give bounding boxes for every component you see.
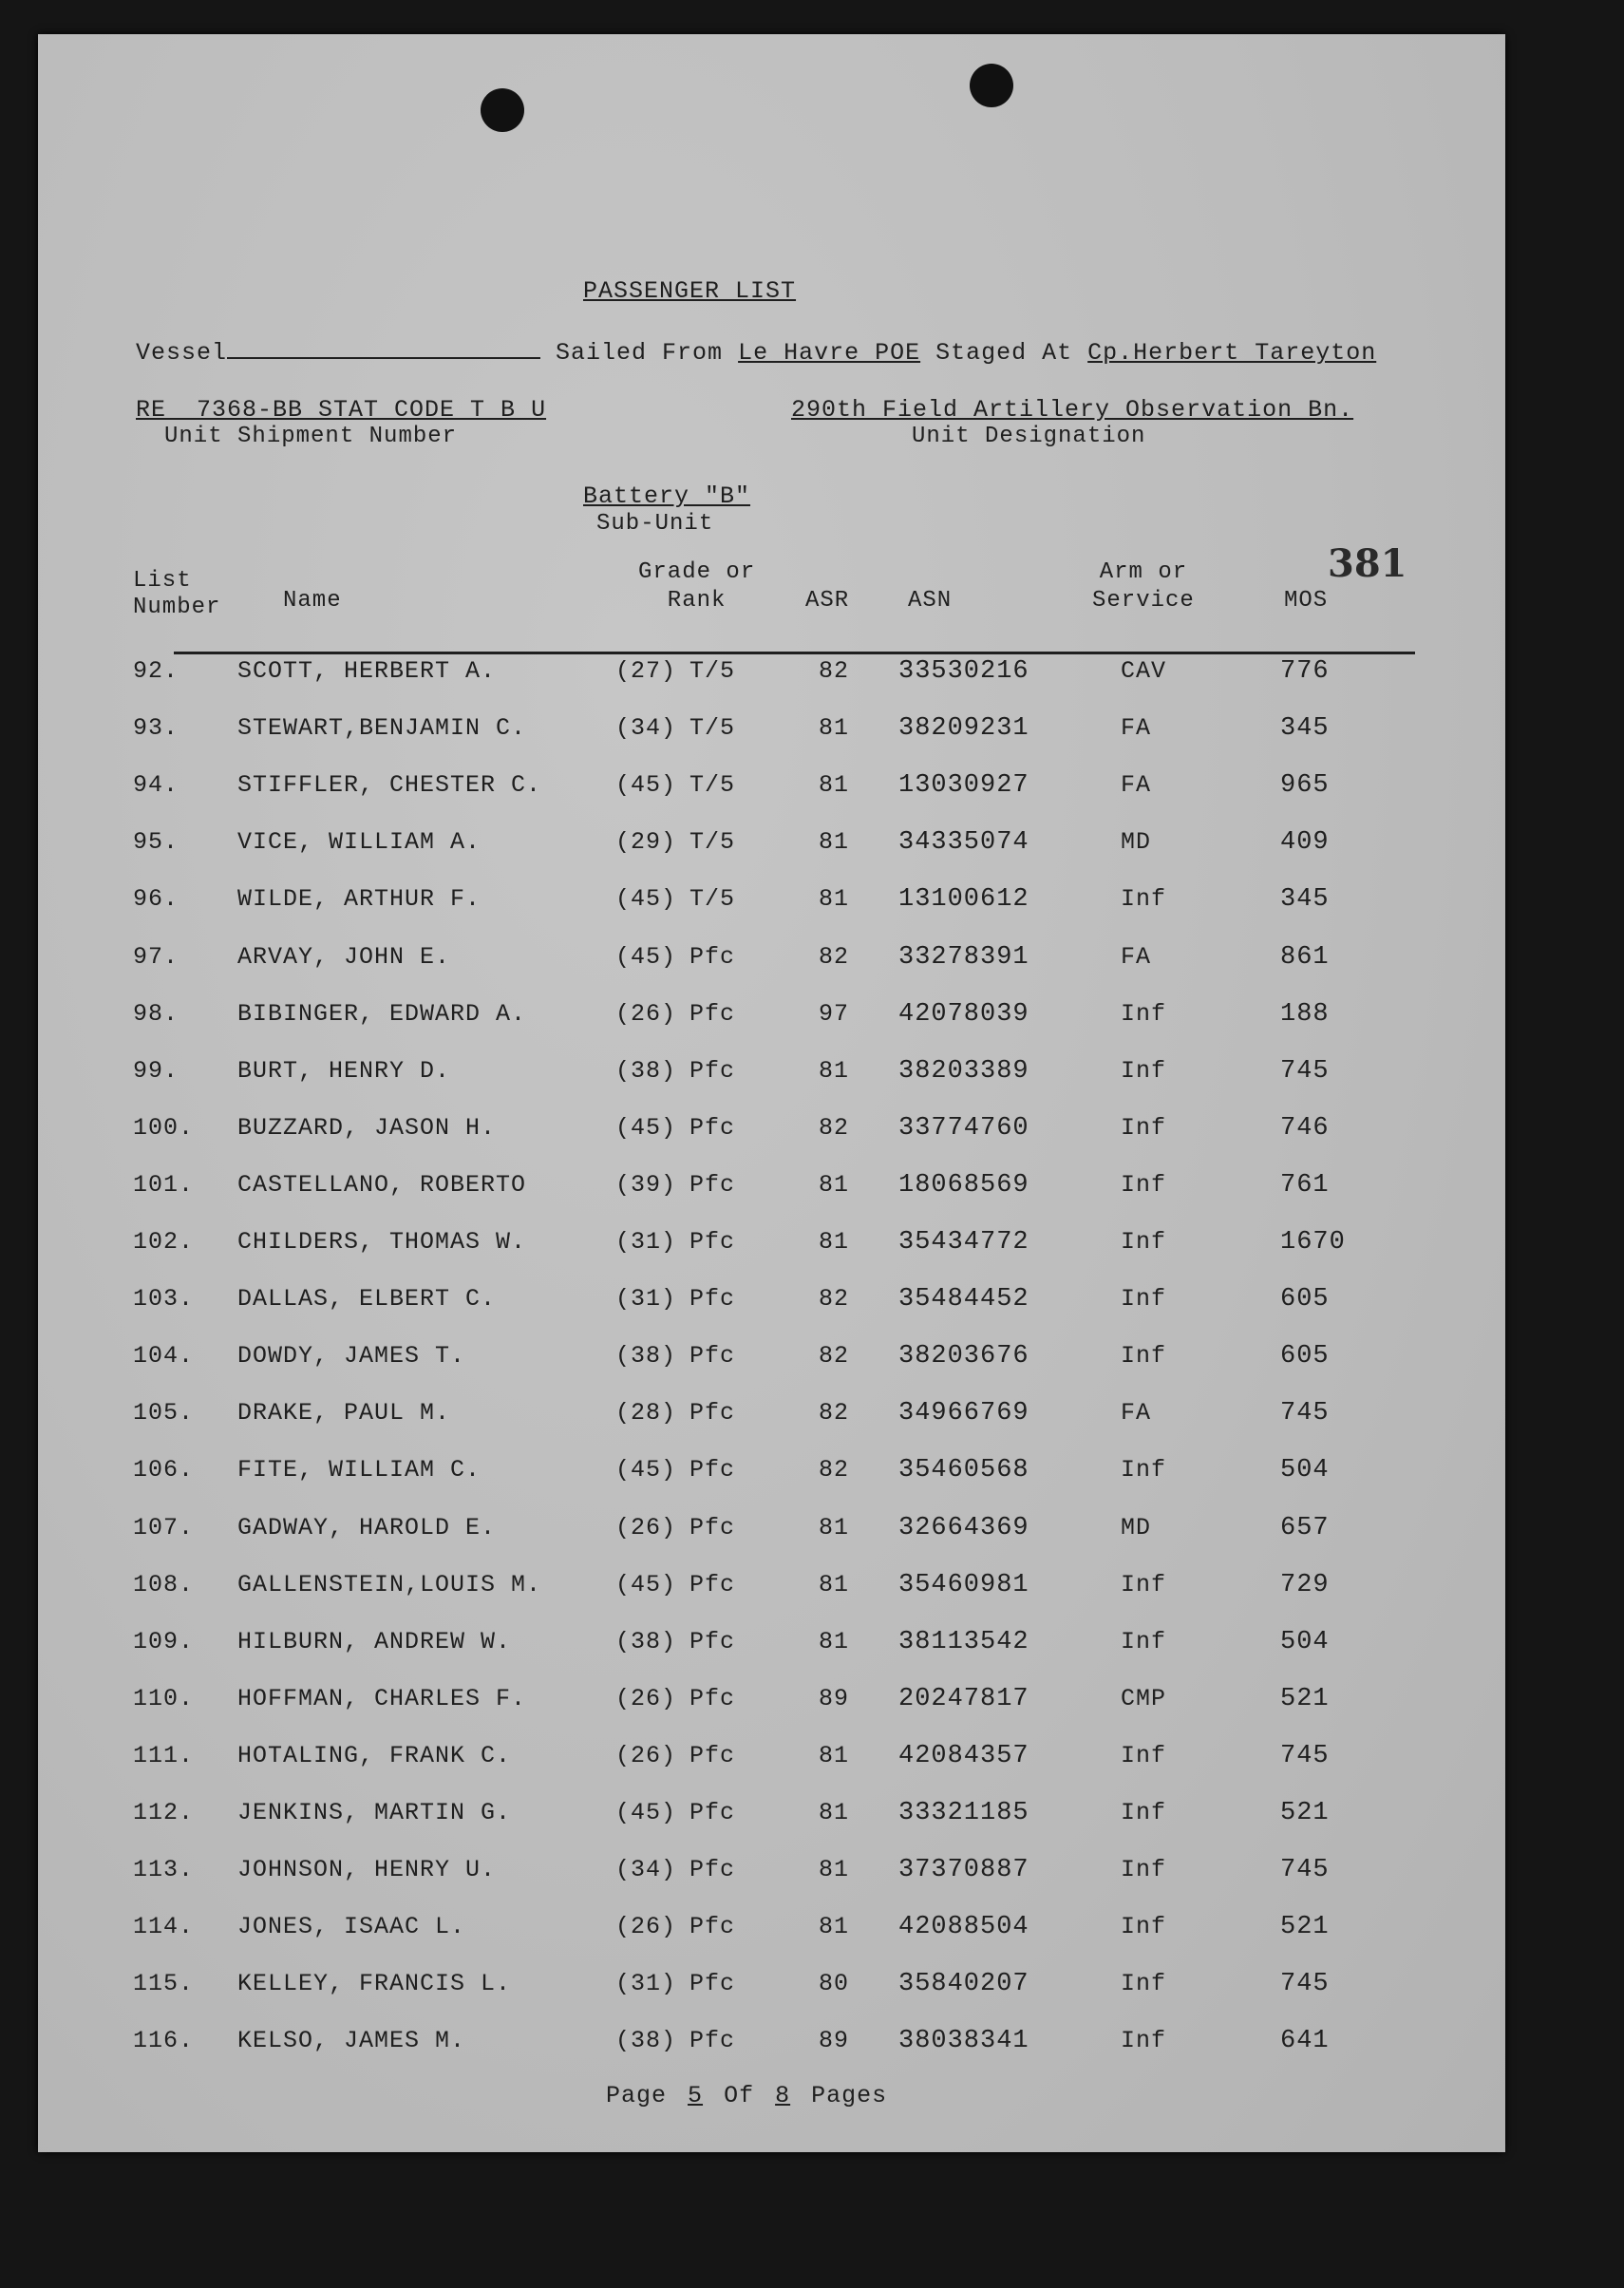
sailed-from-label: Sailed From (556, 339, 724, 367)
asr-score: 97 (819, 999, 850, 1028)
age: (45) (615, 1570, 677, 1598)
arm-service: Inf (1121, 1056, 1167, 1085)
table-row (38, 2027, 1505, 2063)
grade-rank: T/5 (689, 828, 736, 857)
grade-rank: Pfc (689, 1228, 736, 1256)
grade-rank: Pfc (689, 1399, 736, 1428)
passenger-name: WILDE, ARTHUR F. (237, 885, 482, 914)
passenger-name: ARVAY, JOHN E. (237, 942, 451, 971)
passenger-name: BURT, HENRY D. (237, 1056, 451, 1085)
army-serial-number: 38203676 (898, 1342, 1029, 1371)
col-header-list-number: List Number (133, 568, 221, 620)
mos-code: 745 (1280, 1856, 1330, 1885)
total-pages: 8 (775, 2082, 791, 2109)
age: (45) (615, 885, 677, 914)
arm-service: Inf (1121, 1113, 1167, 1142)
mos-code: 504 (1280, 1627, 1330, 1656)
army-serial-number: 35460568 (898, 1456, 1029, 1485)
punch-hole-right (970, 64, 1013, 107)
list-number: 111. (133, 1741, 195, 1769)
asr-score: 81 (819, 714, 850, 743)
mos-code: 745 (1280, 1970, 1330, 1999)
age: (26) (615, 999, 677, 1028)
mos-code: 345 (1280, 714, 1330, 744)
army-serial-number: 38038341 (898, 2027, 1029, 2056)
grade-rank: Pfc (689, 1170, 736, 1199)
mos-code: 729 (1280, 1570, 1330, 1599)
col-header-name: Name (283, 588, 342, 614)
mos-code: 1670 (1280, 1228, 1346, 1257)
passenger-name: DOWDY, JAMES T. (237, 1342, 466, 1371)
grade-rank: T/5 (689, 771, 736, 800)
army-serial-number: 34335074 (898, 828, 1029, 858)
list-number: 95. (133, 828, 179, 857)
grade-rank: Pfc (689, 1113, 736, 1142)
vessel-blank (227, 338, 540, 359)
grade-rank: Pfc (689, 1684, 736, 1712)
age: (26) (615, 1684, 677, 1712)
list-number: 108. (133, 1570, 195, 1598)
document-title: PASSENGER LIST (583, 277, 797, 305)
arm-service: Inf (1121, 1342, 1167, 1371)
list-number: 110. (133, 1684, 195, 1712)
list-number: 96. (133, 885, 179, 914)
grade-rank: Pfc (689, 1456, 736, 1484)
table-row (38, 1057, 1505, 1093)
list-number: 92. (133, 657, 179, 685)
unit-designation: 290th Field Artillery Observation Bn. (791, 396, 1354, 424)
passenger-name: HILBURN, ANDREW W. (237, 1627, 512, 1655)
arm-service: Inf (1121, 1856, 1167, 1884)
army-serial-number: 13030927 (898, 771, 1029, 801)
table-row (38, 1171, 1505, 1207)
mos-code: 746 (1280, 1113, 1330, 1143)
asr-score: 82 (819, 1285, 850, 1314)
grade-rank: T/5 (689, 885, 736, 914)
arm-service: Inf (1121, 885, 1167, 914)
table-row (38, 1514, 1505, 1550)
passenger-name: JOHNSON, HENRY U. (237, 1856, 497, 1884)
asr-score: 81 (819, 1056, 850, 1085)
age: (45) (615, 1456, 677, 1484)
arm-service: Inf (1121, 1627, 1167, 1655)
mos-code: 345 (1280, 885, 1330, 915)
list-number: 98. (133, 999, 179, 1028)
mos-code: 605 (1280, 1285, 1330, 1314)
unit-designation-caption: Unit Designation (912, 424, 1146, 449)
grade-rank: T/5 (689, 714, 736, 743)
page-footer (606, 2082, 887, 2109)
age: (31) (615, 1285, 677, 1314)
army-serial-number: 35434772 (898, 1228, 1029, 1257)
passenger-name: CHILDERS, THOMAS W. (237, 1228, 527, 1256)
list-number: 94. (133, 771, 179, 800)
mos-code: 745 (1280, 1741, 1330, 1770)
passenger-name: FITE, WILLIAM C. (237, 1456, 482, 1484)
list-number: 102. (133, 1228, 195, 1256)
grade-rank: Pfc (689, 1913, 736, 1941)
age: (39) (615, 1170, 677, 1199)
passenger-name: SCOTT, HERBERT A. (237, 657, 497, 685)
col-header-mos: MOS (1284, 588, 1329, 614)
staged-at-label: Staged At (935, 339, 1073, 367)
mos-code: 521 (1280, 1684, 1330, 1713)
table-row (38, 1399, 1505, 1435)
table-row (38, 1628, 1505, 1664)
arm-service: Inf (1121, 2027, 1167, 2055)
arm-service: Inf (1121, 1570, 1167, 1598)
list-number: 107. (133, 1513, 195, 1541)
age: (38) (615, 1342, 677, 1371)
table-row (38, 1285, 1505, 1321)
passenger-name: KELLEY, FRANCIS L. (237, 1970, 512, 1998)
age: (45) (615, 771, 677, 800)
list-number: 114. (133, 1913, 195, 1941)
passenger-name: DRAKE, PAUL M. (237, 1399, 451, 1428)
unit-shipment-number: RE 7368-BB STAT CODE T B U (136, 396, 547, 424)
army-serial-number: 13100612 (898, 885, 1029, 915)
table-row (38, 1114, 1505, 1150)
grade-rank: Pfc (689, 999, 736, 1028)
asr-score: 81 (819, 1799, 850, 1826)
mos-code: 761 (1280, 1170, 1330, 1200)
age: (26) (615, 1741, 677, 1769)
grade-rank: Pfc (689, 1513, 736, 1541)
mos-code: 657 (1280, 1513, 1330, 1542)
arm-service: Inf (1121, 1456, 1167, 1484)
army-serial-number: 42084357 (898, 1741, 1029, 1770)
asr-score: 82 (819, 942, 850, 971)
list-number: 105. (133, 1399, 195, 1428)
list-number: 103. (133, 1285, 195, 1314)
asr-score: 81 (819, 1570, 850, 1598)
col-header-asn: ASN (908, 588, 953, 614)
table-row (38, 1000, 1505, 1036)
table-row (38, 1799, 1505, 1835)
mos-code: 641 (1280, 2027, 1330, 2056)
asr-score: 81 (819, 1913, 850, 1941)
age: (38) (615, 1627, 677, 1655)
passenger-name: BIBINGER, EDWARD A. (237, 999, 527, 1028)
arm-service: CAV (1121, 657, 1167, 685)
grade-rank: Pfc (689, 942, 736, 971)
army-serial-number: 35840207 (898, 1970, 1029, 1999)
vessel-line (136, 338, 1376, 367)
asr-score: 82 (819, 1456, 850, 1484)
mos-code: 409 (1280, 828, 1330, 858)
age: (31) (615, 1228, 677, 1256)
grade-rank: Pfc (689, 1570, 736, 1598)
table-row (38, 1742, 1505, 1778)
arm-service: Inf (1121, 1913, 1167, 1941)
list-number: 116. (133, 2027, 195, 2055)
mos-code: 861 (1280, 942, 1330, 972)
mos-code: 605 (1280, 1342, 1330, 1371)
mos-code: 745 (1280, 1399, 1330, 1428)
age: (34) (615, 1856, 677, 1884)
passenger-name: CASTELLANO, ROBERTO (237, 1170, 527, 1199)
list-number: 106. (133, 1456, 195, 1484)
arm-service: Inf (1121, 1170, 1167, 1199)
army-serial-number: 37370887 (898, 1856, 1029, 1885)
arm-service: MD (1121, 1513, 1152, 1541)
sub-unit-caption: Sub-Unit (596, 511, 714, 537)
passenger-name: JENKINS, MARTIN G. (237, 1799, 512, 1826)
list-number: 97. (133, 942, 179, 971)
army-serial-number: 20247817 (898, 1684, 1029, 1713)
passenger-name: GALLENSTEIN,LOUIS M. (237, 1570, 542, 1598)
mos-code: 521 (1280, 1799, 1330, 1827)
passenger-name: BUZZARD, JASON H. (237, 1113, 497, 1142)
col-header-asr: ASR (805, 588, 850, 614)
army-serial-number: 42088504 (898, 1913, 1029, 1942)
army-serial-number: 42078039 (898, 999, 1029, 1029)
page-label: Page (606, 2082, 668, 2109)
list-number: 101. (133, 1170, 195, 1199)
page-number: 5 (688, 2082, 704, 2109)
list-number: 99. (133, 1056, 179, 1085)
unit-shipment-caption: Unit Shipment Number (164, 424, 458, 449)
mos-code: 745 (1280, 1056, 1330, 1086)
table-row (38, 1342, 1505, 1378)
passenger-name: JONES, ISAAC L. (237, 1913, 466, 1941)
asr-score: 81 (819, 885, 850, 914)
asr-score: 81 (819, 771, 850, 800)
asr-score: 89 (819, 1684, 850, 1712)
passenger-name: VICE, WILLIAM A. (237, 828, 482, 857)
passenger-name: HOTALING, FRANK C. (237, 1741, 512, 1769)
army-serial-number: 35460981 (898, 1570, 1029, 1599)
grade-rank: Pfc (689, 2027, 736, 2055)
grade-rank: Pfc (689, 1799, 736, 1826)
asr-score: 82 (819, 1113, 850, 1142)
grade-rank: Pfc (689, 1970, 736, 1998)
table-row (38, 885, 1505, 921)
passenger-name: STEWART,BENJAMIN C. (237, 714, 527, 743)
asr-score: 82 (819, 1399, 850, 1428)
asr-score: 82 (819, 1342, 850, 1371)
army-serial-number: 34966769 (898, 1399, 1029, 1428)
age: (27) (615, 657, 677, 685)
age: (45) (615, 1113, 677, 1142)
grade-rank: Pfc (689, 1856, 736, 1884)
arm-service: Inf (1121, 1799, 1167, 1826)
table-row (38, 943, 1505, 979)
asr-score: 81 (819, 828, 850, 857)
age: (29) (615, 828, 677, 857)
pages-label: Pages (811, 2082, 888, 2109)
arm-service: Inf (1121, 1285, 1167, 1314)
passenger-name: KELSO, JAMES M. (237, 2027, 466, 2055)
table-row (38, 1228, 1505, 1264)
age: (38) (615, 2027, 677, 2055)
army-serial-number: 33278391 (898, 942, 1029, 972)
passenger-name: STIFFLER, CHESTER C. (237, 771, 542, 800)
asr-score: 89 (819, 2027, 850, 2055)
army-serial-number: 35484452 (898, 1285, 1029, 1314)
army-serial-number: 38209231 (898, 714, 1029, 744)
age: (26) (615, 1913, 677, 1941)
asr-score: 81 (819, 1228, 850, 1256)
army-serial-number: 38203389 (898, 1056, 1029, 1086)
asr-score: 81 (819, 1627, 850, 1655)
vessel-label: Vessel (136, 339, 228, 367)
asr-score: 81 (819, 1170, 850, 1199)
col-header-grade: Grade or Rank (638, 559, 756, 614)
arm-service: Inf (1121, 1970, 1167, 1998)
army-serial-number: 33774760 (898, 1113, 1029, 1143)
age: (45) (615, 942, 677, 971)
army-serial-number: 18068569 (898, 1170, 1029, 1200)
list-number: 113. (133, 1856, 195, 1884)
col-header-arm: Arm or Service (1092, 559, 1195, 614)
table-row (38, 1970, 1505, 2006)
grade-rank: Pfc (689, 1056, 736, 1085)
asr-score: 81 (819, 1513, 850, 1541)
army-serial-number: 32664369 (898, 1513, 1029, 1542)
list-number: 109. (133, 1627, 195, 1655)
arm-service: Inf (1121, 1741, 1167, 1769)
table-row (38, 1571, 1505, 1607)
arm-service: MD (1121, 828, 1152, 857)
stamp-number: 381 (1328, 541, 1407, 586)
mos-code: 776 (1280, 657, 1330, 686)
age: (45) (615, 1799, 677, 1826)
sailed-from-value: Le Havre POE (738, 339, 921, 367)
table-row (38, 1685, 1505, 1721)
passenger-name: HOFFMAN, CHARLES F. (237, 1684, 527, 1712)
age: (26) (615, 1513, 677, 1541)
army-serial-number: 33530216 (898, 657, 1029, 686)
mos-code: 965 (1280, 771, 1330, 801)
arm-service: Inf (1121, 999, 1167, 1028)
passenger-name: DALLAS, ELBERT C. (237, 1285, 497, 1314)
list-number: 115. (133, 1970, 195, 1998)
staged-at-value: Cp.Herbert Tareyton (1087, 339, 1377, 367)
age: (28) (615, 1399, 677, 1428)
list-number: 93. (133, 714, 179, 743)
sub-unit: Battery "B" (583, 482, 751, 510)
arm-service: FA (1121, 942, 1152, 971)
table-row (38, 828, 1505, 864)
asr-score: 81 (819, 1856, 850, 1884)
table-row (38, 1456, 1505, 1492)
arm-service: FA (1121, 771, 1152, 800)
table-row (38, 1913, 1505, 1949)
mos-code: 188 (1280, 999, 1330, 1029)
header-rule (174, 652, 1415, 654)
army-serial-number: 38113542 (898, 1627, 1029, 1656)
grade-rank: Pfc (689, 1741, 736, 1769)
arm-service: FA (1121, 1399, 1152, 1428)
table-row (38, 657, 1505, 693)
table-row (38, 1856, 1505, 1892)
list-number: 104. (133, 1342, 195, 1371)
arm-service: CMP (1121, 1684, 1167, 1712)
punch-hole-left (481, 88, 524, 132)
asr-score: 80 (819, 1970, 850, 1998)
age: (34) (615, 714, 677, 743)
list-number: 112. (133, 1799, 195, 1826)
arm-service: Inf (1121, 1228, 1167, 1256)
grade-rank: Pfc (689, 1285, 736, 1314)
table-row (38, 714, 1505, 750)
mos-code: 521 (1280, 1913, 1330, 1942)
arm-service: FA (1121, 714, 1152, 743)
grade-rank: Pfc (689, 1627, 736, 1655)
age: (38) (615, 1056, 677, 1085)
grade-rank: T/5 (689, 657, 736, 685)
grade-rank: Pfc (689, 1342, 736, 1371)
passenger-name: GADWAY, HAROLD E. (237, 1513, 497, 1541)
document-page (38, 34, 1505, 2152)
army-serial-number: 33321185 (898, 1799, 1029, 1827)
asr-score: 82 (819, 657, 850, 685)
mos-code: 504 (1280, 1456, 1330, 1485)
age: (31) (615, 1970, 677, 1998)
asr-score: 81 (819, 1741, 850, 1769)
list-number: 100. (133, 1113, 195, 1142)
of-label: Of (724, 2082, 755, 2109)
table-row (38, 771, 1505, 807)
